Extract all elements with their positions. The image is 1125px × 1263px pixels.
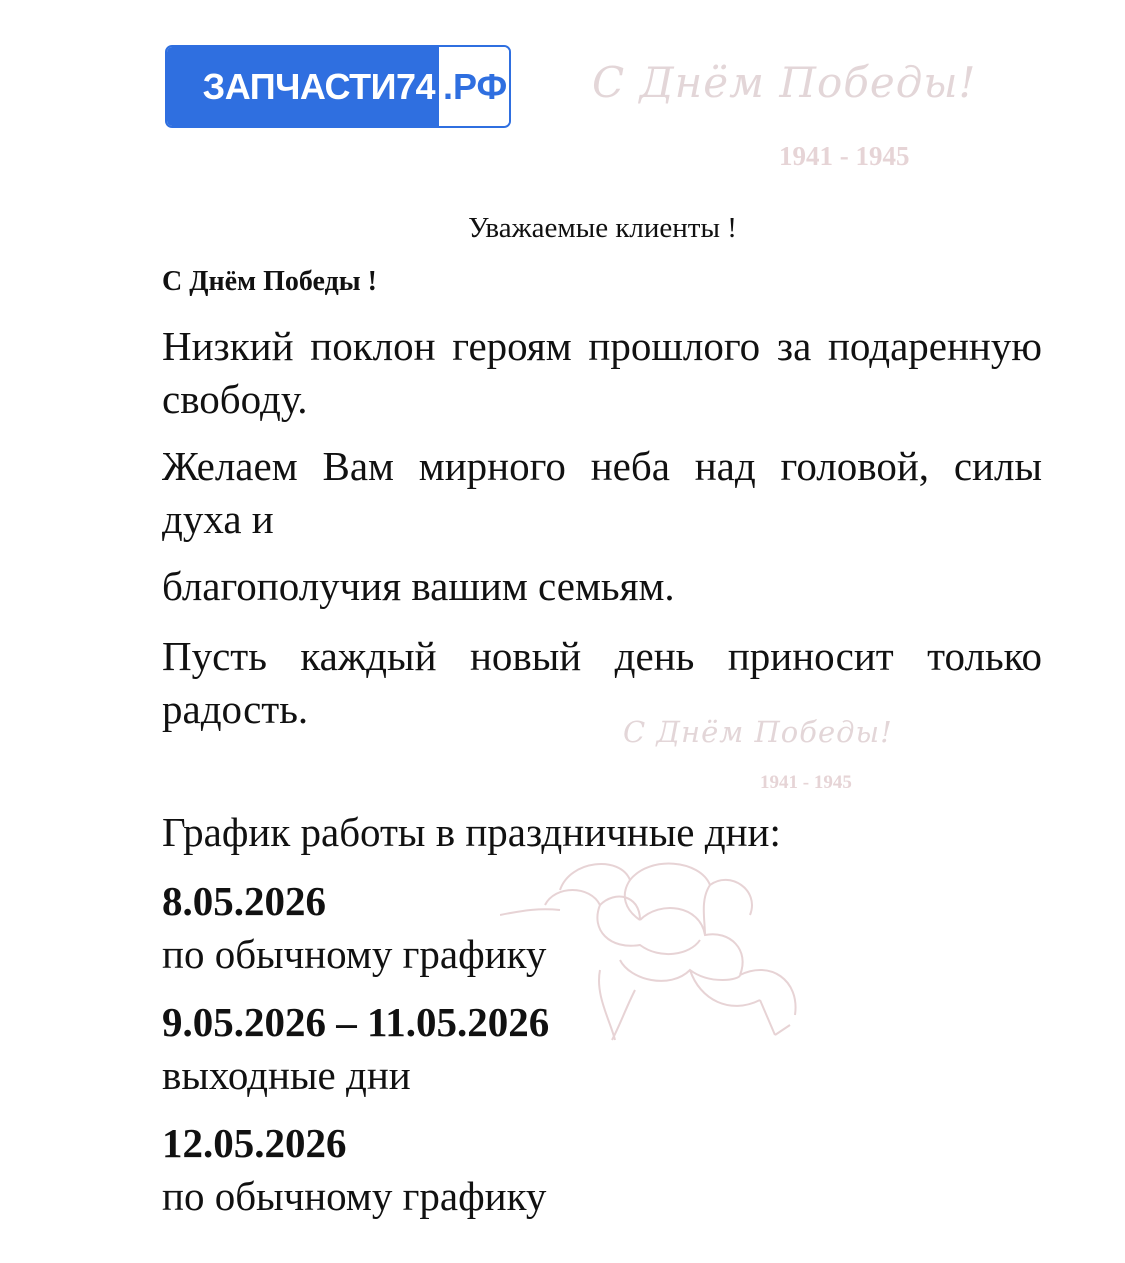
- brand-logo: [165, 45, 511, 128]
- logo-main-text: ЗАПЧАСТИ74: [167, 47, 439, 126]
- schedule-date: 8.05.2026: [162, 878, 326, 924]
- victory-years-middle: 1941 - 1945: [760, 772, 852, 793]
- victory-years-top: 1941 - 1945: [779, 141, 910, 171]
- schedule-desc: по обычному графику: [162, 931, 547, 977]
- schedule-date: 9.05.2026 – 11.05.2026: [162, 999, 550, 1045]
- schedule-desc: по обычному графику: [162, 1173, 547, 1219]
- schedule-desc: выходные дни: [162, 1052, 411, 1098]
- paragraph-3: благополучия вашим семьям.: [162, 563, 675, 609]
- victory-day-greeting-top: С Днём Победы!: [592, 58, 977, 107]
- salutation: Уважаемые клиенты !: [468, 212, 737, 244]
- congrats-heading: С Днём Победы !: [162, 266, 377, 297]
- paragraph-4: Пусть каждый новый день приносит только радость.: [162, 633, 1042, 732]
- schedule-title: График работы в праздничные дни:: [162, 809, 781, 855]
- logo-domain-text: .РФ: [439, 47, 509, 126]
- victory-day-greeting-middle: С Днём Победы!: [623, 715, 893, 749]
- paragraph-1: Низкий поклон героям прошлого за подаренную свободу.: [162, 323, 1042, 422]
- schedule-date: 12.05.2026: [162, 1120, 347, 1166]
- paragraph-2: Желаем Вам мирного неба над головой, силы духа и: [162, 443, 1042, 542]
